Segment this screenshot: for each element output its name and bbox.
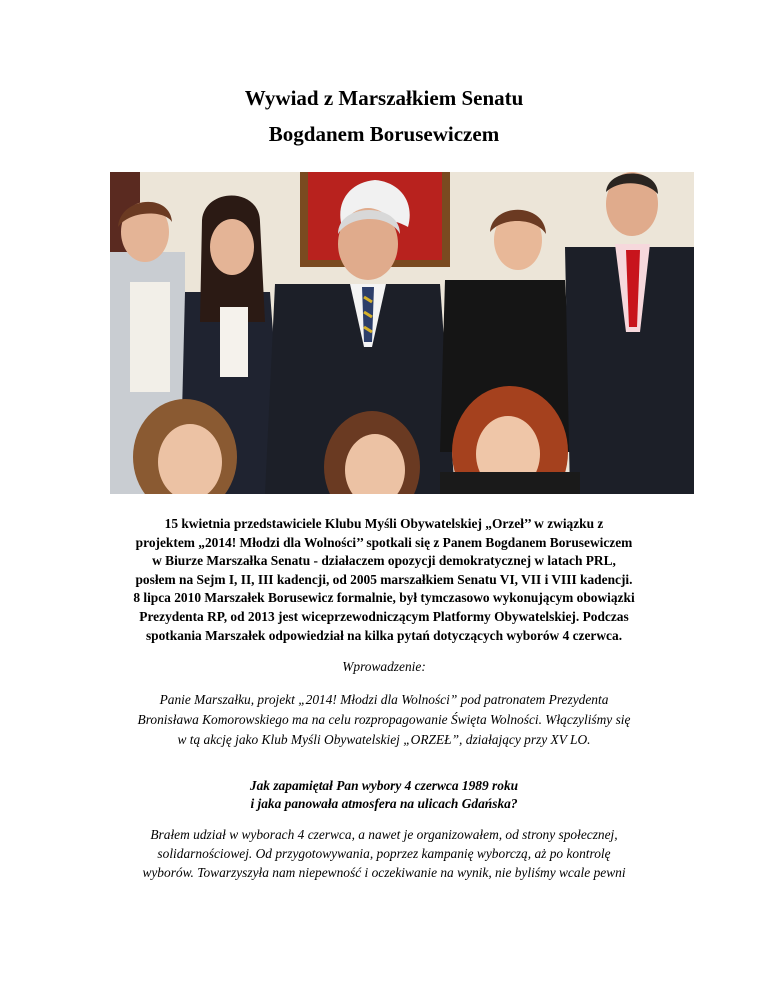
intro-label: Wprowadzenie: — [342, 659, 426, 674]
answer-line: Brałem udział w wyborach 4 czerwca, a nawet je organizowałem, od strony społecznej, — [150, 827, 618, 842]
lead-line: spotkania Marszałek odpowiedział na kilka pytań dotyczących wyborów 4 czerwca. — [145, 627, 623, 643]
intro-line: w tą akcję jako Klub Myśli Obywatelskiej „ORZEŁ”, działający przy XV LO. — [177, 732, 591, 747]
group-photo-image — [110, 172, 694, 494]
answer-line: solidarnościowej. Od przygotowywania, poprzez kampanię wyborczą, aż po kontrolę — [157, 846, 611, 861]
document-title-line2: Bogdanem Borusewiczem — [268, 122, 500, 146]
lead-line: Prezydenta RP, od 2013 jest wiceprzewodniczącym Platformy Obywatelskiej. Podczas — [139, 608, 629, 624]
lead-paragraph — [98, 515, 670, 645]
lead-line: w Biurze Marszałka Senatu - działaczem opozycji demokratycznej w latach PRL, — [152, 553, 616, 569]
lead-line: posłem na Sejm I, II, III kadencji, od 2005 marszałkiem Senatu VI, VII i VIII kadencji. — [135, 571, 633, 587]
question-line: Jak zapamiętał Pan wybory 4 czerwca 1989 roku — [249, 778, 519, 793]
intro-paragraph — [96, 690, 672, 750]
interview-answer — [88, 825, 680, 882]
intro-line: Bronisława Komorowskiego ma na celu rozpropagowanie Święta Wolności. Włączyliśmy się — [137, 712, 631, 727]
document-title-line1: Wywiad z Marszałkiem Senatu — [244, 86, 524, 110]
question-line: i jaka panowała atmosfera na ulicach Gdańska? — [250, 796, 518, 811]
lead-line: projektem „2014! Młodzi dla Wolności’’ spotkali się z Panem Bogdanem Borusewiczem — [135, 534, 633, 550]
answer-line: wyborów. Towarzyszyła nam niepewność i oczekiwanie na wynik, nie byliśmy wcale pewni — [142, 865, 626, 880]
lead-line: 15 kwietnia przedstawiciele Klubu Myśli Obywatelskiej „Orzeł’’ w związku z — [164, 516, 604, 531]
lead-line: 8 lipca 2010 Marszałek Borusewicz formalnie, był tymczasowo wykonującym obowiązki — [133, 590, 635, 606]
interview-question — [150, 777, 618, 813]
group-photo — [110, 172, 694, 494]
intro-line: Panie Marszałku, projekt „2014! Młodzi dla Wolności” pod patronatem Prezydenta — [159, 692, 609, 707]
